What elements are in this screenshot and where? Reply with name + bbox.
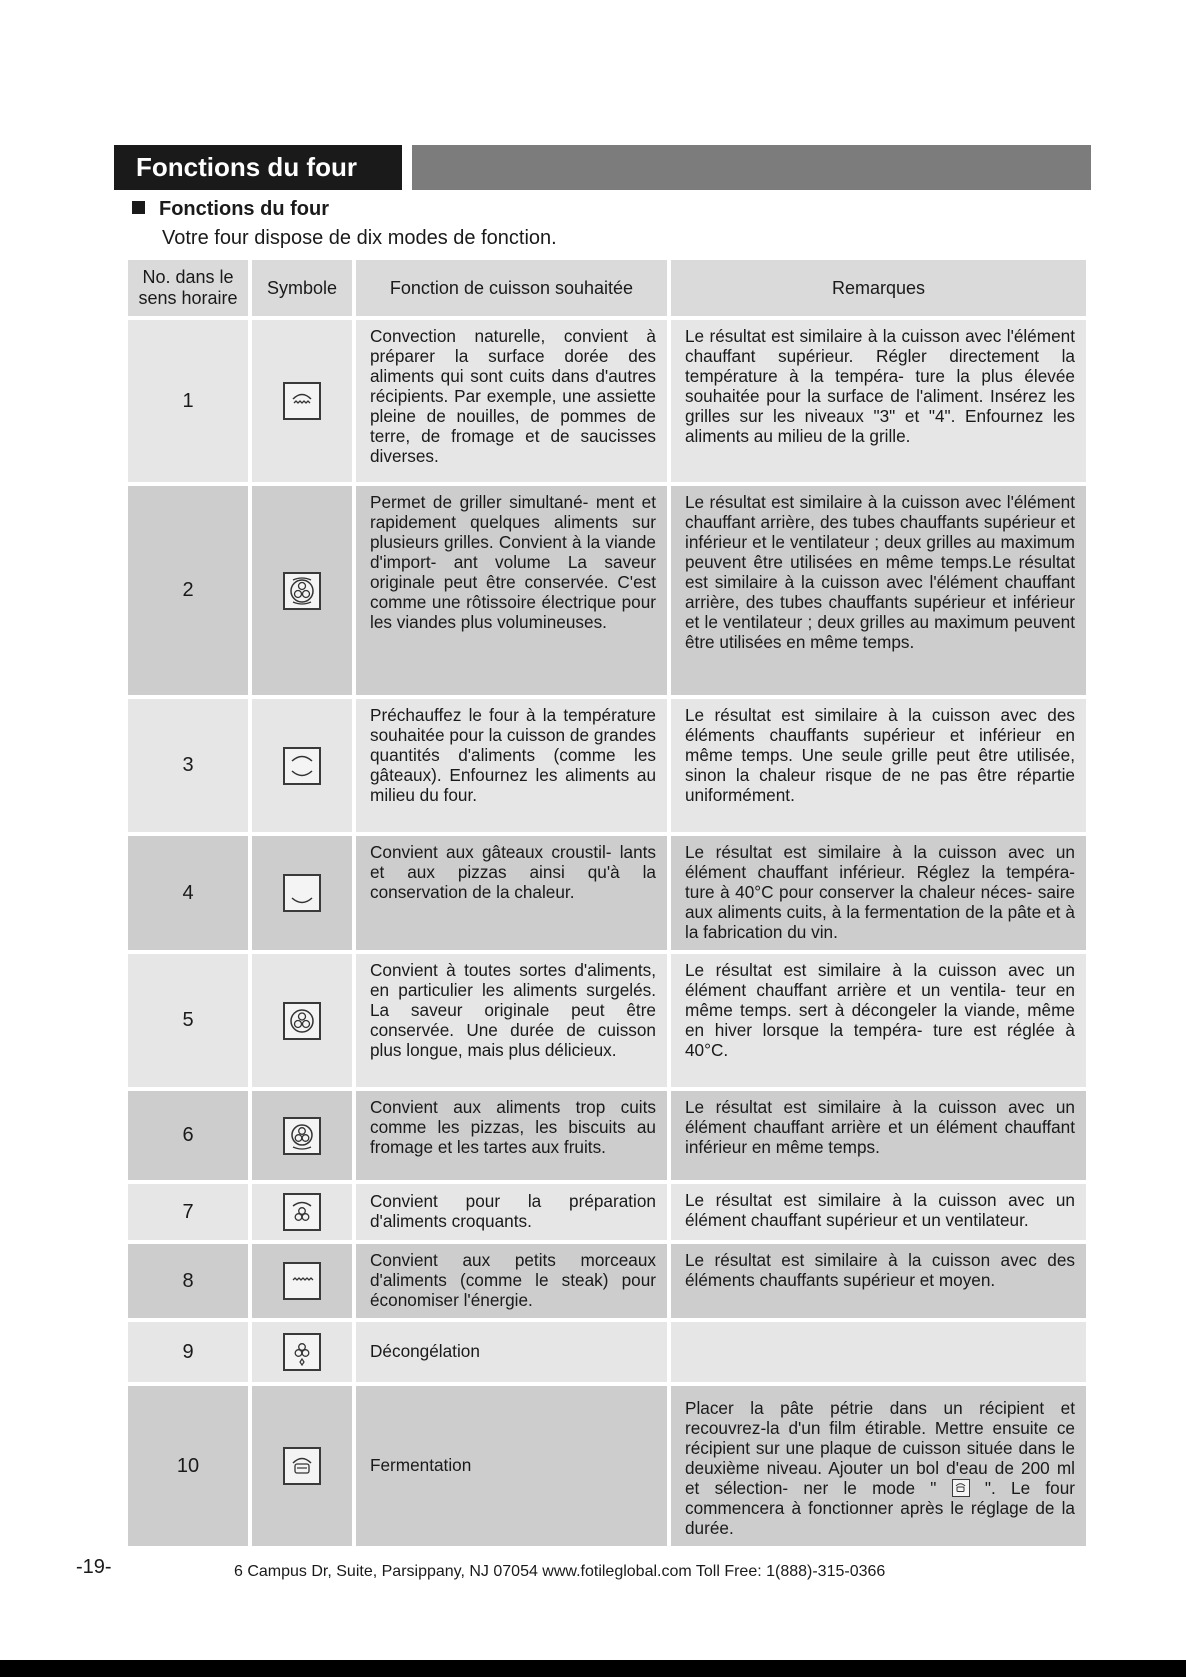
symbol-cell	[252, 1244, 352, 1318]
remarks-text: Le résultat est similaire à la cuisson avec des éléments chauffants supérieur et moyen.	[671, 1244, 1086, 1318]
row-number: 4	[128, 836, 248, 950]
section-title: Fonctions du four	[159, 198, 329, 220]
function-description: Préchauffez le four à la température souhaitée pour la cuisson de grandes quantités d'aliments (comme les gâteaux). Enfournez les aliments au milieu du four.	[356, 699, 667, 832]
symbol-cell	[252, 320, 352, 482]
table-row	[128, 699, 1086, 832]
column-header-number: No. dans le sens horaire	[128, 260, 248, 316]
fan-ring-icon	[283, 1002, 321, 1040]
remarks-text	[671, 1386, 1086, 1546]
column-header-function: Fonction de cuisson souhaitée	[356, 260, 667, 316]
function-description: Décongélation	[356, 1322, 667, 1382]
section-intro: Votre four dispose de dix modes de fonction.	[162, 227, 557, 249]
table-row	[128, 1244, 1086, 1318]
bottom-heat-icon	[283, 874, 321, 912]
fan-ring-bottom-icon	[283, 1117, 321, 1155]
table-row	[128, 836, 1086, 950]
header-divider-bar	[412, 145, 1091, 190]
symbol-cell	[252, 699, 352, 832]
row-number: 3	[128, 699, 248, 832]
footer-address: 6 Campus Dr, Suite, Parsippany, NJ 07054 www.fotileglobal.com Toll Free: 1(888)-315-0366	[234, 1563, 886, 1580]
remarks-text-part: Placer la pâte pétrie dans un récipient et recouvrez-la d'un film étirable. Mettre ensuite ce récipient sur une plaque de cuisson située dans le deuxième niveau. Ajouter un bol d'eau de 200 ml et sélection- ner le mode "	[685, 1398, 1075, 1498]
grill-icon	[283, 1262, 321, 1300]
chapter-title: Fonctions du four	[114, 145, 402, 190]
top-heat-fan-icon	[283, 382, 321, 420]
defrost-icon	[283, 1333, 321, 1371]
top-bottom-heat-icon	[283, 747, 321, 785]
table-row	[128, 320, 1086, 482]
remarks-text: Le résultat est similaire à la cuisson avec un élément chauffant supérieur et un ventilateur.	[671, 1184, 1086, 1240]
remarks-text: Le résultat est similaire à la cuisson avec un élément chauffant arrière et un ventila- teur en même temps. sert à décongeler la viande, même en hiver lorsque la tempéra- ture est réglée à 40°C.	[671, 954, 1086, 1087]
table-row	[128, 486, 1086, 695]
remarks-text	[671, 1322, 1086, 1382]
symbol-cell	[252, 486, 352, 695]
table-row	[128, 1386, 1086, 1546]
row-number: 7	[128, 1184, 248, 1240]
row-number: 8	[128, 1244, 248, 1318]
row-number: 1	[128, 320, 248, 482]
function-description: Fermentation	[356, 1386, 667, 1546]
function-description: Convient aux aliments trop cuits comme les pizzas, les biscuits au fromage et les tartes aux fruits.	[356, 1091, 667, 1180]
remarks-text: Le résultat est similaire à la cuisson avec un élément chauffant inférieur. Réglez la tempéra- ture à 40°C pour conserver la chaleur néces- saire aux aliments cuits, à la fermentation de la pâte et à la fabrication du vin.	[671, 836, 1086, 950]
fermentation-mode-icon	[952, 1479, 970, 1497]
remarks-text: Le résultat est similaire à la cuisson avec l'élément chauffant arrière, des tubes chauffants supérieur et inférieur et le ventilateur ; deux grilles au maximum peuvent être utilisées en même temps.Le résultat est similaire à la cuisson avec l'élément chauffant arrière, des tubes chauffants supérieur et inférieur et le ventilateur ; deux grilles au maximum peuvent être utilisées en même temps.	[671, 486, 1086, 695]
fermentation-icon	[283, 1447, 321, 1485]
remarks-text-part: ". Le four commencera à fonctionner après le réglage de la durée.	[685, 1478, 1075, 1538]
row-number: 10	[128, 1386, 248, 1546]
square-bullet-icon	[132, 201, 145, 214]
top-heat-fan-blade-icon	[283, 1193, 321, 1231]
symbol-cell	[252, 1184, 352, 1240]
page-number: -19-	[76, 1556, 112, 1578]
bottom-border	[0, 1660, 1186, 1677]
function-description: Convient aux petits morceaux d'aliments (comme le steak) pour économiser l'énergie.	[356, 1244, 667, 1318]
row-number: 9	[128, 1322, 248, 1382]
table-row	[128, 1091, 1086, 1180]
table-row	[128, 1322, 1086, 1382]
remarks-text: Le résultat est similaire à la cuisson avec un élément chauffant arrière et un élément chauffant inférieur en même temps.	[671, 1091, 1086, 1180]
remarks-text: Le résultat est similaire à la cuisson avec des éléments chauffants supérieur et inférieur en même temps. Une seule grille peut être utilisée, sinon la chaleur risque de ne pas être répartie uniformément.	[671, 699, 1086, 832]
remarks-text: Le résultat est similaire à la cuisson avec l'élément chauffant supérieur. Régler directement la température à la tempéra- ture la plus élevée souhaitée pour la surface de l'aliment. Insérez les grilles sur les niveaux "3" et "4". Enfournez les aliments au milieu de la grille.	[671, 320, 1086, 482]
function-description: Convient pour la préparation d'aliments croquants.	[356, 1184, 667, 1240]
table-header-row	[128, 260, 1086, 316]
row-number: 2	[128, 486, 248, 695]
symbol-cell	[252, 954, 352, 1087]
function-description: Convection naturelle, convient à préparer la surface dorée des aliments qui sont cuits dans d'autres récipients. Par exemple, une assiette pleine de nouilles, de pommes de terre, de fromage et de saucisses diverses.	[356, 320, 667, 482]
table-row	[128, 954, 1086, 1087]
symbol-cell	[252, 1386, 352, 1546]
section-heading	[132, 198, 329, 221]
column-header-symbol: Symbole	[252, 260, 352, 316]
function-description: Convient aux gâteaux croustil- lants et aux pizzas ainsi qu'à la conservation de la chaleur.	[356, 836, 667, 950]
row-number: 5	[128, 954, 248, 1087]
function-description: Permet de griller simultané- ment et rapidement quelques aliments sur plusieurs grilles. Convient à la viande d'import- ant volume La saveur originale peut être conservée. C'est comme une rôtissoire électrique pour les viandes plus volumineuses.	[356, 486, 667, 695]
oven-functions-table	[124, 256, 1090, 1550]
table-row	[128, 1184, 1086, 1240]
circular-heat-fan-icon	[283, 572, 321, 610]
symbol-cell	[252, 836, 352, 950]
chapter-header	[114, 145, 1091, 190]
row-number: 6	[128, 1091, 248, 1180]
function-description: Convient à toutes sortes d'aliments, en particulier les aliments surgelés. La saveur originale peut être conservée. Une durée de cuisson plus longue, mais plus délicieux.	[356, 954, 667, 1087]
symbol-cell	[252, 1091, 352, 1180]
symbol-cell	[252, 1322, 352, 1382]
column-header-remarks: Remarques	[671, 260, 1086, 316]
